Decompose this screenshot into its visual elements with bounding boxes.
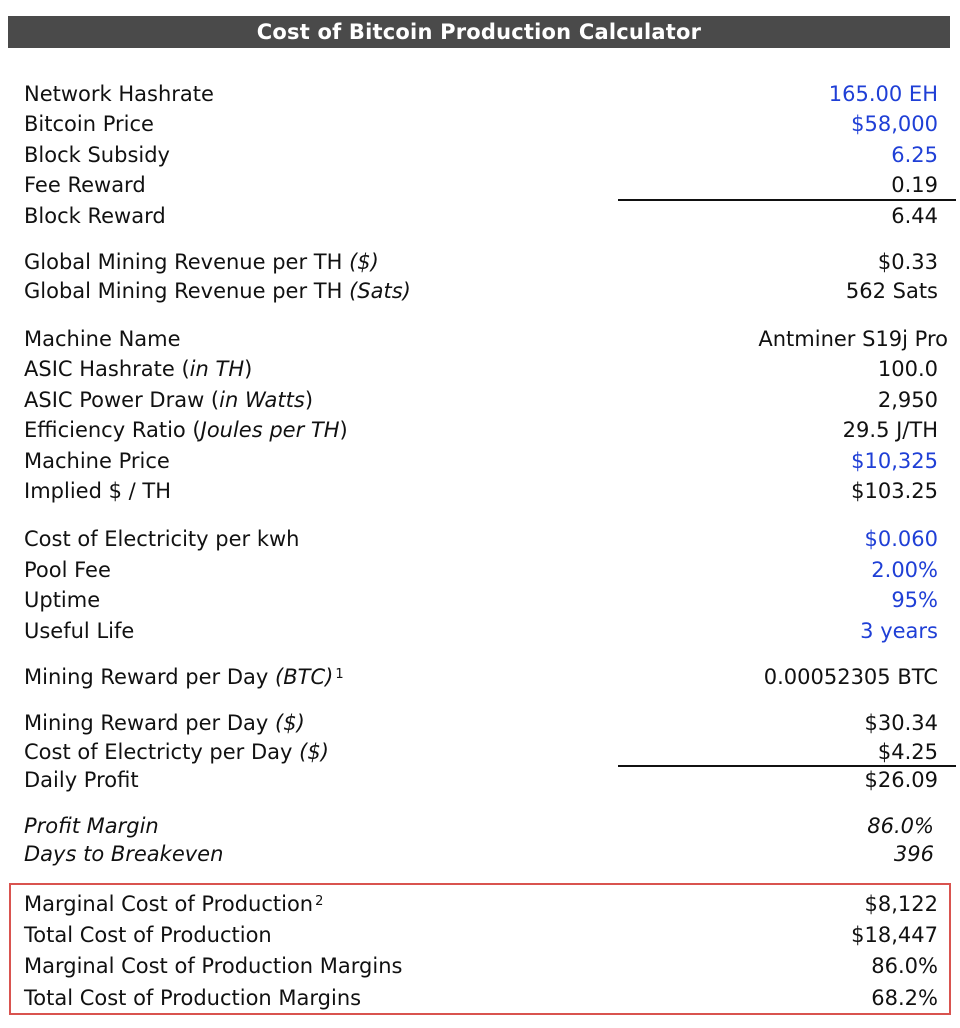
label-machine-price: Machine Price [24, 449, 170, 473]
value-asic-power: 2,950 [877, 388, 938, 412]
electricity-per-day-text: Cost of Electricty per Day [24, 740, 293, 764]
input-bitcoin-price[interactable]: $58,000 [851, 112, 938, 136]
sum-rule-block-reward [618, 199, 956, 201]
label-fee-reward: Fee Reward [24, 173, 146, 197]
asic-hashrate-unit: in TH [189, 357, 245, 381]
efficiency-unit: Joules per TH [200, 418, 340, 442]
label-asic-power [24, 387, 313, 413]
label-marginal-cost [24, 891, 323, 917]
input-uptime[interactable]: 95% [891, 588, 938, 612]
efficiency-close: ) [339, 418, 348, 442]
label-asic-hashrate [24, 356, 252, 382]
value-marginal-margins: 86.0% [871, 954, 938, 978]
label-days-breakeven: Days to Breakeven [24, 842, 224, 866]
input-machine-price[interactable]: $10,325 [851, 449, 938, 473]
label-uptime: Uptime [24, 588, 101, 612]
input-electricity-cost[interactable]: $0.060 [864, 527, 938, 551]
revenue-sats-unit: (Sats) [349, 279, 411, 303]
value-profit-margin: 86.0% [867, 814, 934, 838]
value-revenue-per-th-sats: 562 Sats [845, 279, 938, 303]
value-reward-btc: 0.00052305 BTC [763, 665, 938, 689]
value-revenue-per-th-usd: $0.33 [877, 250, 938, 274]
reward-usd-unit: ($) [275, 711, 305, 735]
label-network-hashrate: Network Hashrate [24, 82, 214, 106]
value-total-cost: $18,447 [851, 923, 938, 947]
value-asic-hashrate: 100.0 [877, 357, 938, 381]
reward-btc-unit: (BTC) [275, 665, 334, 689]
value-implied-per-th: $103.25 [851, 479, 938, 503]
calculator-title: Cost of Bitcoin Production Calculator [8, 16, 950, 48]
label-useful-life: Useful Life [24, 619, 135, 643]
label-pool-fee: Pool Fee [24, 558, 111, 582]
input-useful-life[interactable]: 3 years [860, 619, 938, 643]
input-block-subsidy[interactable]: 6.25 [891, 143, 938, 167]
input-network-hashrate[interactable]: 165.00 EH [828, 82, 938, 106]
value-total-margins: 68.2% [871, 986, 938, 1010]
label-efficiency [24, 417, 348, 443]
value-reward-usd: $30.34 [864, 711, 938, 735]
label-reward-usd [24, 710, 305, 736]
value-block-reward: 6.44 [891, 204, 938, 228]
label-block-subsidy: Block Subsidy [24, 143, 170, 167]
label-machine-name: Machine Name [24, 327, 181, 351]
footnote-2-marker: 2 [315, 894, 324, 909]
value-machine-name: Antminer S19j Pro [758, 327, 948, 351]
input-pool-fee[interactable]: 2.00% [871, 558, 938, 582]
label-bitcoin-price: Bitcoin Price [24, 112, 154, 136]
efficiency-text: Efficiency Ratio ( [24, 418, 201, 442]
label-revenue-per-th-usd [24, 249, 379, 275]
asic-power-text: ASIC Power Draw ( [24, 388, 220, 412]
label-daily-profit: Daily Profit [24, 768, 139, 792]
reward-usd-text: Mining Reward per Day [24, 711, 269, 735]
label-block-reward: Block Reward [24, 204, 166, 228]
value-electricity-per-day: $4.25 [877, 740, 938, 764]
label-electricity-per-day [24, 739, 329, 765]
value-daily-profit: $26.09 [864, 768, 938, 792]
value-efficiency: 29.5 J/TH [842, 418, 938, 442]
revenue-sats-text: Global Mining Revenue per TH [24, 279, 343, 303]
label-electricity-cost: Cost of Electricity per kwh [24, 527, 300, 551]
value-marginal-cost: $8,122 [864, 892, 938, 916]
value-days-breakeven: 396 [893, 842, 934, 866]
asic-power-unit: in Watts [219, 388, 305, 412]
revenue-usd-text: Global Mining Revenue per TH [24, 250, 343, 274]
value-fee-reward: 0.19 [891, 173, 938, 197]
label-reward-btc [24, 664, 344, 690]
label-implied-per-th: Implied $ / TH [24, 479, 171, 503]
revenue-usd-unit: ($) [349, 250, 379, 274]
marginal-cost-text: Marginal Cost of Production [24, 892, 314, 916]
label-revenue-per-th-sats [24, 278, 411, 304]
footnote-1-marker: 1 [335, 667, 344, 682]
asic-hashrate-text: ASIC Hashrate ( [24, 357, 190, 381]
electricity-per-day-unit: ($) [299, 740, 329, 764]
asic-hashrate-close: ) [244, 357, 253, 381]
reward-btc-text: Mining Reward per Day [24, 665, 269, 689]
label-profit-margin: Profit Margin [24, 814, 159, 838]
asic-power-close: ) [304, 388, 314, 412]
label-marginal-margins: Marginal Cost of Production Margins [24, 954, 403, 978]
label-total-cost: Total Cost of Production [24, 923, 272, 947]
label-total-margins: Total Cost of Production Margins [24, 986, 362, 1010]
